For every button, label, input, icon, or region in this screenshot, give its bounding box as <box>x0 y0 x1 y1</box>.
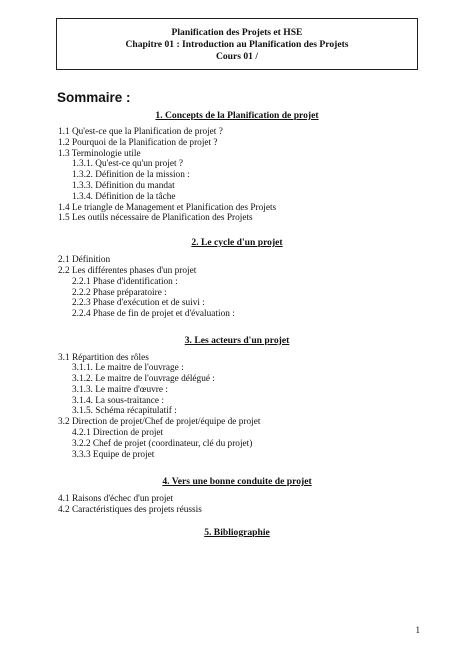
toc-item-4-2-1: 4.2.1 Direction de projet <box>72 428 164 438</box>
toc-item-2-2-1: 2.2.1 Phase d'identification : <box>72 277 178 287</box>
toc-item-2-2-4: 2.2.4 Phase de fin de projet et d'évaluation : <box>72 309 235 319</box>
toc-item-2-2-3: 2.2.3 Phase d'exécution et de suivi : <box>72 298 205 308</box>
toc-item-3-1-4: 3.1.4. La sous-traitance : <box>72 396 164 406</box>
toc-item-2-2: 2.2 Les différentes phases d'un projet <box>58 266 197 276</box>
toc-item-1-3: 1.3 Terminologie utile <box>58 149 141 159</box>
toc-item-1-5: 1.5 Les outils nécessaire de Planification des Projets <box>58 213 253 223</box>
section-title-2: 2. Le cycle d'un projet <box>191 237 283 248</box>
toc-item-1-3-4: 1.3.4. Définition de la tâche <box>72 192 176 202</box>
section-title-5: 5. Bibliographie <box>204 527 270 538</box>
toc-item-3-1-2: 3.1.2. Le maitre de l'ouvrage délégué : <box>72 374 215 384</box>
toc-item-2-2-2: 2.2.2 Phase préparatoire : <box>72 288 167 298</box>
toc-item-3-2: 3.2 Direction de projet/Chef de projet/équipe de projet <box>58 417 261 427</box>
document-header-box <box>56 18 418 70</box>
page-number: 1 <box>415 625 420 635</box>
sommaire-heading: Sommaire : <box>57 90 131 105</box>
toc-item-1-3-2: 1.3.2. Définition de la mission : <box>72 170 190 180</box>
toc-item-3-1-3: 3.1.3. Le maitre d'œuvre : <box>72 385 168 395</box>
toc-item-3-1-1: 3.1.1. Le maitre de l'ouvrage : <box>72 363 184 373</box>
toc-item-1-4: 1.4 Le triangle de Management et Planification des Projets <box>58 203 277 213</box>
toc-item-3-3-3: 3.3.3 Equipe de projet <box>72 450 155 460</box>
toc-item-3-1: 3.1 Répartition des rôles <box>58 353 149 363</box>
section-title-1: 1. Concepts de la Planification de projet <box>155 110 319 121</box>
section-title-4: 4. Vers une bonne conduite de projet <box>162 476 312 487</box>
section-title-3: 3. Les acteurs d'un projet <box>184 335 290 346</box>
toc-item-1-3-3: 1.3.3. Définition du mandat <box>72 181 175 191</box>
toc-item-4-1: 4.1 Raisons d'échec d'un projet <box>58 494 174 504</box>
toc-item-1-3-1: 1.3.1. Qu'est-ce qu'un projet ? <box>72 159 184 169</box>
toc-item-1-2: 1.2 Pourquoi de la Planification de projet ? <box>58 138 218 148</box>
toc-item-3-2-2: 3.2.2 Chef de projet (coordinateur, clé du projet) <box>72 439 253 449</box>
header-course-title: Planification des Projets et HSE <box>171 27 303 38</box>
toc-item-4-2: 4.2 Caractéristiques des projets réussis <box>58 505 202 515</box>
toc-item-3-1-5: 3.1.5. Schéma récapitulatif : <box>72 406 177 416</box>
header-course-number: Cours 01 / <box>215 51 259 62</box>
toc-item-2-1: 2.1 Définition <box>58 255 111 265</box>
toc-item-1-1: 1.1 Qu'est-ce que la Planification de projet ? <box>58 127 223 137</box>
header-chapter-title: Chapitre 01 : Introduction au Planification des Projets <box>125 39 349 50</box>
